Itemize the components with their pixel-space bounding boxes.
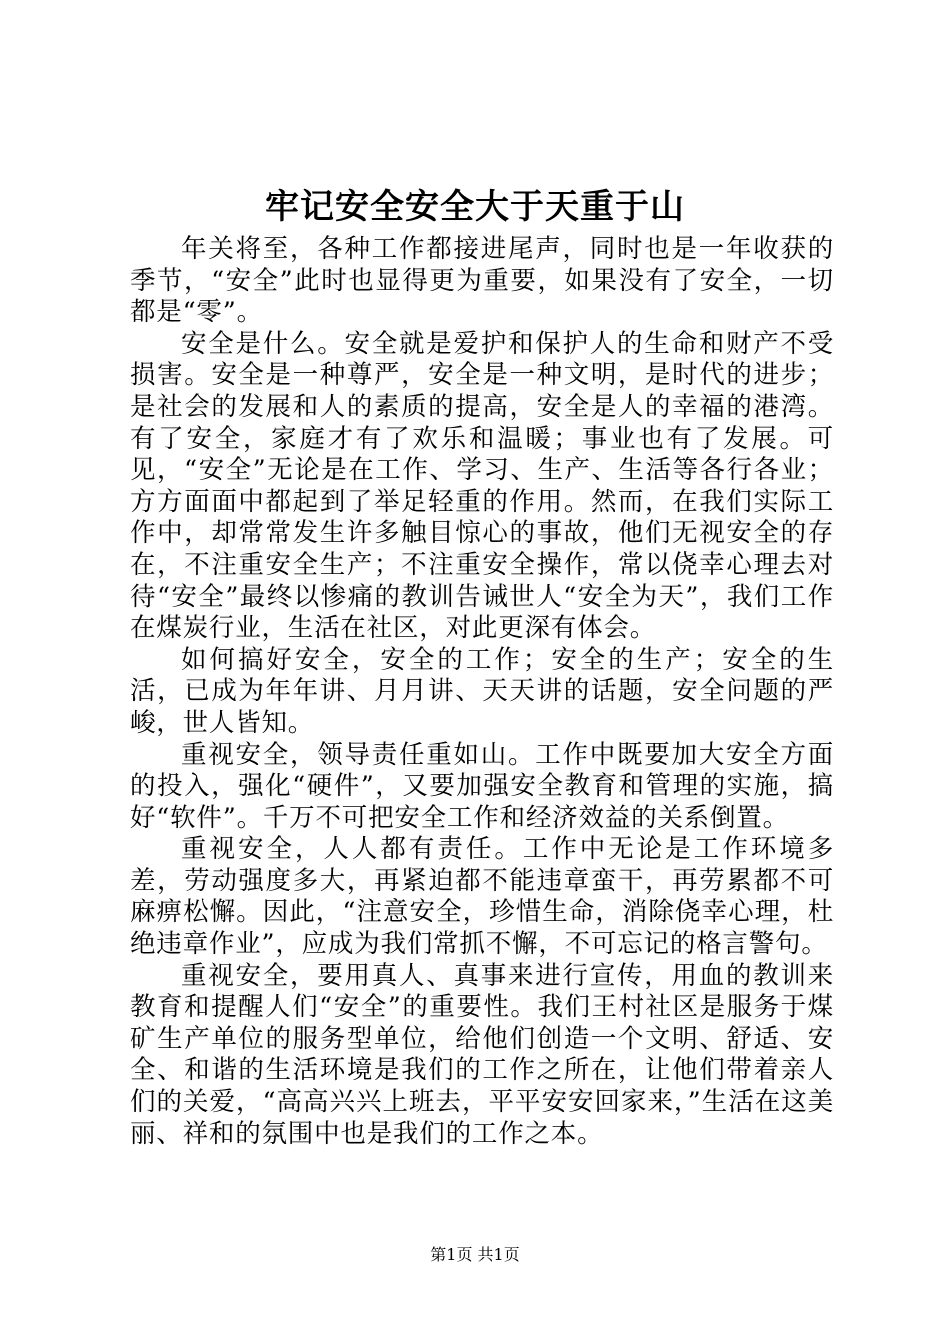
paragraph-6: 重视安全，要用真人、真事来进行宣传，用血的教训来教育和提醒人们“安全”的重要性。我们王村社区是服务于煤矿生产单位的服务型单位，给他们创造一个文明、舒适、安全、和谐的生活环境是我们的工作之所在，让他们带着亲人们的关爱，“高高兴兴上班去，平平安安回家来，”生活在这美丽、祥和的氛围中也是我们的工作之本。 (130, 960, 834, 1149)
paragraph-4: 重视安全，领导责任重如山。工作中既要加大安全方面的投入，强化“硬件”，又要加强安全教育和管理的实施，搞好“软件”。千万不可把安全工作和经济效益的关系倒置。 (130, 739, 834, 833)
document-body (130, 234, 834, 1150)
paragraph-3: 如何搞好安全，安全的工作；安全的生产；安全的生活，已成为年年讲、月月讲、天天讲的话题，安全问题的严峻，世人皆知。 (130, 644, 834, 738)
paragraph-5: 重视安全，人人都有责任。工作中无论是工作环境多差，劳动强度多大，再紧迫都不能违章蛮干，再劳累都不可麻痹松懈。因此，“注意安全，珍惜生命，消除侥幸心理，杜绝违章作业”，应成为我们常抓不懈，不可忘记的格言警句。 (130, 834, 834, 960)
paragraph-2: 安全是什么。安全就是爱护和保护人的生命和财产不受损害。安全是一种尊严，安全是一种文明，是时代的进步；是社会的发展和人的素质的提高，安全是人的幸福的港湾。有了安全，家庭才有了欢乐和温暖；事业也有了发展。可见，“安全”无论是在工作、学习、生产、生活等各行各业；方方面面中都起到了举足轻重的作用。然而，在我们实际工作中，却常常发生许多触目惊心的事故，他们无视安全的存在，不注重安全生产；不注重安全操作，常以侥幸心理去对待“安全”最终以惨痛的教训告诫世人“安全为天”，我们工作在煤炭行业，生活在社区，对此更深有体会。 (130, 328, 834, 644)
document-title: 牢记安全安全大于天重于山 (265, 187, 685, 227)
page-footer: 第1页 共1页 (430, 1245, 520, 1264)
paragraph-1: 年关将至，各种工作都接进尾声，同时也是一年收获的季节，“安全”此时也显得更为重要，如果没有了安全，一切都是“零”。 (130, 234, 834, 328)
